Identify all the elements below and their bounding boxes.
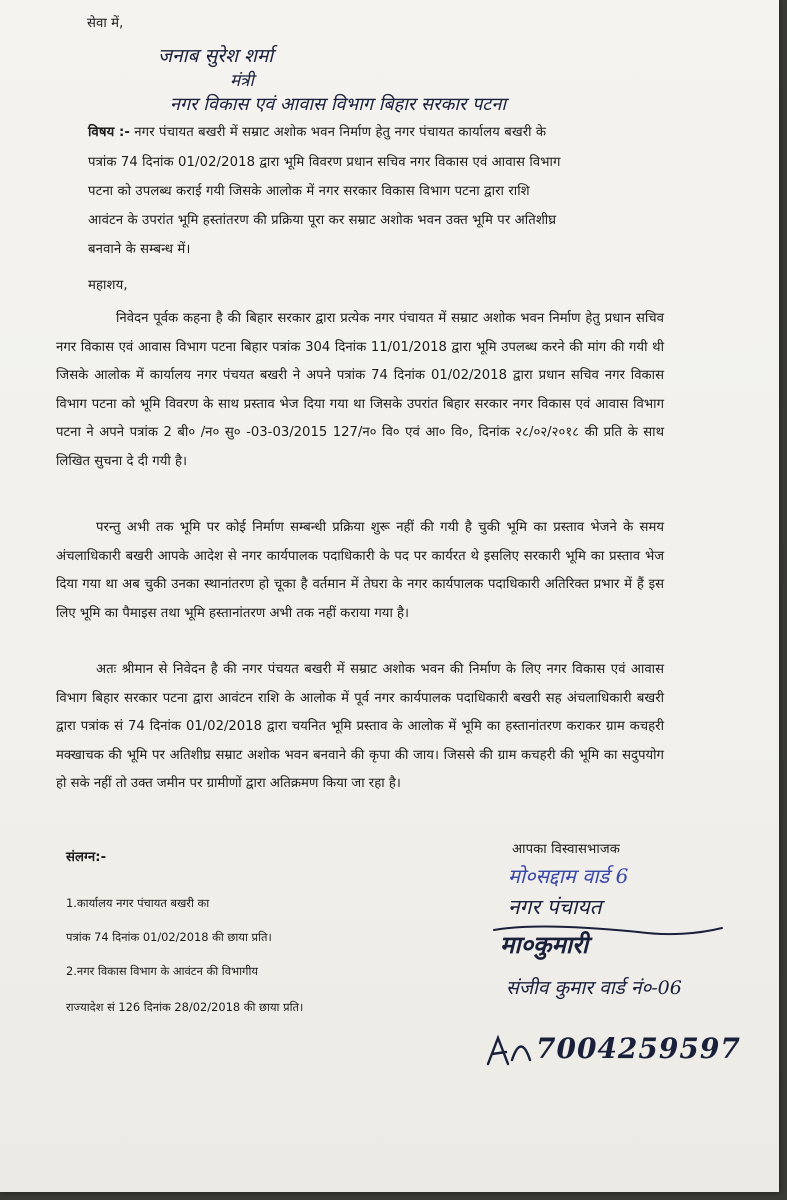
signature-line-2: नगर पंचायत bbox=[508, 895, 602, 919]
enclosure-item: 1.कार्यालय नगर पंचायत बखरी का bbox=[66, 896, 210, 910]
signature-line-4: संजीव कुमार वार्ड नं०-06 bbox=[506, 977, 682, 999]
subject-line: पटना को उपलब्ध कराई गयी जिसके आलोक में नगर सरकार विकास विभाग पटना द्वारा राशि bbox=[88, 184, 530, 199]
enclosure-item: राज्यादेश सं 126 दिनांक 28/02/2018 की छाया प्रति। bbox=[66, 1000, 304, 1014]
signature-line-1: मो०सद्दाम वार्ड 6 bbox=[508, 864, 629, 888]
subject-label: विषय :- bbox=[88, 125, 130, 140]
signature-scribble-icon bbox=[484, 1030, 536, 1070]
subject-block bbox=[88, 119, 688, 147]
signature-line-3: मा०कुमारी bbox=[500, 930, 589, 959]
closing: आपका विस्वासभाजक bbox=[512, 842, 620, 857]
subject-line: नगर पंचायत बखरी में सम्राट अशोक भवन निर्माण हेतु नगर पंचायत कार्यालय बखरी के bbox=[134, 125, 547, 140]
signature-phone: 7004259597 bbox=[536, 1032, 741, 1065]
addressee-name: जनाब सुरेश शर्मा bbox=[158, 45, 274, 67]
enclosure-label: संलग्न:- bbox=[66, 850, 107, 865]
enclosure-item: 2.नगर विकास विभाग के आवंटन की विभागीय bbox=[66, 964, 259, 978]
body-paragraph-1: निवेदन पूर्वक कहना है की बिहार सरकार द्वारा प्रत्येक नगर पंचायत में सम्राट अशोक भवन निर्माण हेतु प्रधान सचिव नगर विकास एवं आवास विभाग पटना बिहार पत्रांक 304 दिनांक 11/01/2018 द्वारा भूमि उपलब्ध करने की मांग की गयी थी जिसके आलोक में कार्यालय नगर पंचयत बखरी ने अपने पत्रांक 74 दिनांक 01/02/2018 द्वारा प्रधान सचिव नगर विकास विभाग पटना को भूमि विवरण के साथ प्रस्ताव भेज दिया गया था जिसके उपरांत बिहार सरकार नगर विकास एवं आवास विभाग पटना ने अपने पत्रांक 2 बी० /न० सु० -03-03/2015 127/न० वि० एवं आ० वि०, दिनांक २८/०२/२०१८ की प्रति के साथ लिखित सुचना दे दी गयी है। bbox=[56, 311, 664, 469]
subject-line: पत्रांक 74 दिनांक 01/02/2018 द्वारा भूमि विवरण प्रधान सचिव नगर विकास एवं आवास विभाग bbox=[88, 155, 561, 170]
addressee-department: नगर विकास एवं आवास विभाग बिहार सरकार पटना bbox=[170, 94, 507, 115]
salutation-to: सेवा में, bbox=[87, 16, 124, 31]
addressee-designation: मंत्री bbox=[230, 71, 254, 91]
greeting: महाशय, bbox=[88, 278, 128, 293]
enclosure-item: पत्रांक 74 दिनांक 01/02/2018 की छाया प्रति। bbox=[66, 930, 272, 944]
subject-line: बनवाने के सम्बन्ध में। bbox=[88, 242, 191, 257]
body-paragraph-3: अतः श्रीमान से निवेदन है की नगर पंचयत बखरी में सम्राट अशोक भवन की निर्माण के लिए नगर विकास एवं आवास विभाग बिहार सरकार पटना द्वारा आवंटन राशि के आलोक में पूर्व नगर कार्यपालक पदाधिकारी बखरी सह अंचलाधिकारी बखरी द्वारा पत्रांक सं 74 दिनांक 01/02/2018 द्वारा चयनित भूमि प्रस्ताव के आलोक में भूमि का हस्तानांतरण कराकर ग्राम कचहरी मक्खाचक की भूमि पर अतिशीघ्र सम्राट अशोक भवन बनवाने की कृपा की जाय। जिससे की ग्राम कचहरी की भूमि का सदुपयोग हो सके नहीं तो उक्त जमीन पर ग्रामीणों द्वारा अतिक्रमण किया जा रहा है। bbox=[56, 662, 664, 791]
signature-flourish-icon bbox=[488, 922, 728, 972]
subject-line: आवंटन के उपरांत भूमि हस्तांतरण की प्रक्रिया पूरा कर सम्राट अशोक भवन उक्त भूमि पर अतिशीघ्र bbox=[88, 213, 557, 228]
body-paragraph-2: परन्तु अभी तक भूमि पर कोई निर्माण सम्बन्धी प्रक्रिया शुरू नहीं की गयी है चुकी भूमि का प्रस्ताव भेजने के समय अंचलाधिकारी बखरी आपके आदेश से नगर कार्यपालक पदाधिकारी के पद पर कार्यरत थे इसलिए सरकारी भूमि का प्रस्ताव भेज दिया गया था अब चुकी उनका स्थानांतरण हो चूका है वर्तमान में तेघरा के नगर कार्यपालक पदाधिकारी अतिरिक्त प्रभार में हैं इस लिए भूमि का पैमाइस तथा भूमि हस्तानांतरण अभी तक नहीं कराया गया है। bbox=[56, 520, 664, 621]
